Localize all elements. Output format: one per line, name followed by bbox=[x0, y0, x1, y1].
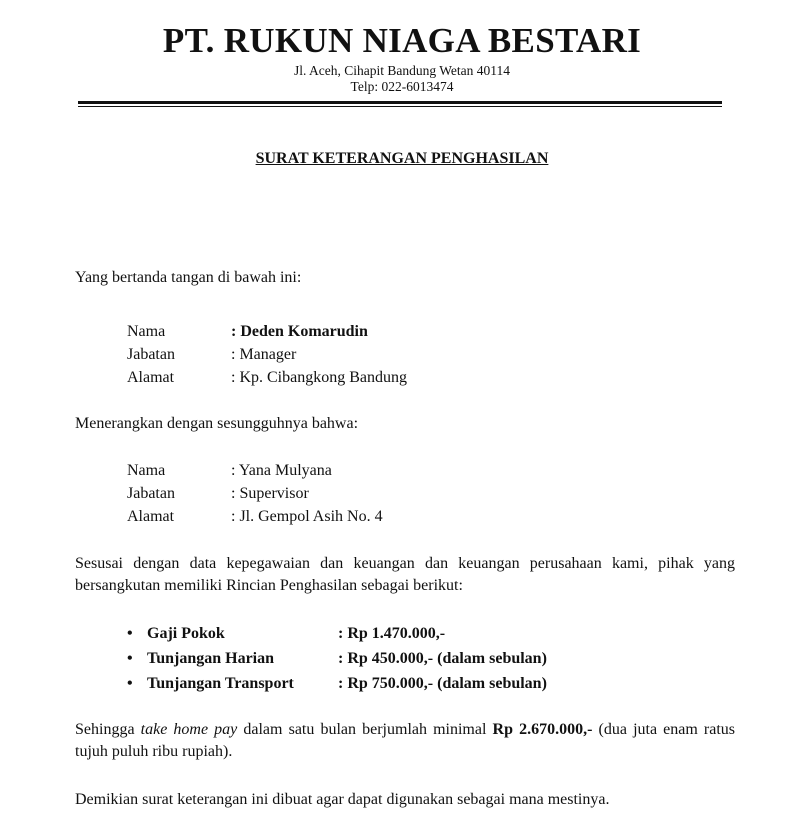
income-item-value: : Rp 1.470.000,- bbox=[338, 625, 446, 642]
income-intro-paragraph: Sesusai dengan data kepegawaian dan keuangan dan keuangan perusahaan kami, pihak yang bersangkutan memiliki Rincian Penghasilan sebagai berikut: bbox=[75, 555, 735, 594]
summary-total-amount: Rp 2.670.000,- bbox=[492, 721, 593, 738]
summary-paragraph bbox=[75, 719, 735, 763]
summary-italic-term: take home pay bbox=[140, 721, 238, 738]
company-phone: Telp: 022-6013474 bbox=[350, 79, 454, 94]
income-item-label: Gaji Pokok bbox=[147, 625, 225, 642]
company-name: PT. RUKUN NIAGA BESTARI bbox=[162, 21, 642, 60]
employee-address-value: : Jl. Gempol Asih No. 4 bbox=[231, 508, 383, 525]
employee-position-value: : Supervisor bbox=[231, 485, 309, 502]
income-item-label: Tunjangan Transport bbox=[147, 675, 294, 692]
signer-position-label: Jabatan bbox=[127, 346, 175, 363]
document-title: SURAT KETERANGAN PENGHASILAN bbox=[255, 150, 549, 167]
closing-text: Demikian surat keterangan ini dibuat agar dapat digunakan sebagai mana mestinya. bbox=[75, 791, 610, 808]
list-bullet: • bbox=[127, 625, 133, 642]
list-bullet: • bbox=[127, 675, 133, 692]
summary-text-part3: (dua juta enam ratus tujuh puluh ribu rupiah). bbox=[75, 721, 736, 760]
signer-address-label: Alamat bbox=[127, 369, 175, 386]
summary-text-part2: dalam satu bulan berjumlah minimal bbox=[237, 721, 493, 738]
statement-text: Menerangkan dengan sesungguhnya bahwa: bbox=[75, 415, 359, 432]
signer-name-value: : Deden Komarudin bbox=[231, 323, 368, 340]
letterhead-divider-thin bbox=[78, 106, 722, 107]
list-bullet: • bbox=[127, 650, 133, 667]
summary-text-part1: Sehingga bbox=[75, 721, 141, 738]
intro-text: Yang bertanda tangan di bawah ini: bbox=[75, 269, 302, 286]
employee-name-value: : Yana Mulyana bbox=[231, 462, 332, 479]
company-address: Jl. Aceh, Cihapit Bandung Wetan 40114 bbox=[293, 63, 510, 78]
employee-name-label: Nama bbox=[127, 462, 166, 479]
income-item-label: Tunjangan Harian bbox=[147, 650, 275, 667]
income-item-value: : Rp 750.000,- (dalam sebulan) bbox=[338, 675, 547, 692]
income-item-value: : Rp 450.000,- (dalam sebulan) bbox=[338, 650, 547, 667]
signer-address-value: : Kp. Cibangkong Bandung bbox=[231, 369, 407, 386]
employee-address-label: Alamat bbox=[127, 508, 175, 525]
employee-position-label: Jabatan bbox=[127, 485, 175, 502]
signer-name-label: Nama bbox=[127, 323, 166, 340]
letterhead-divider-thick bbox=[78, 101, 722, 104]
signer-position-value: : Manager bbox=[231, 346, 297, 363]
